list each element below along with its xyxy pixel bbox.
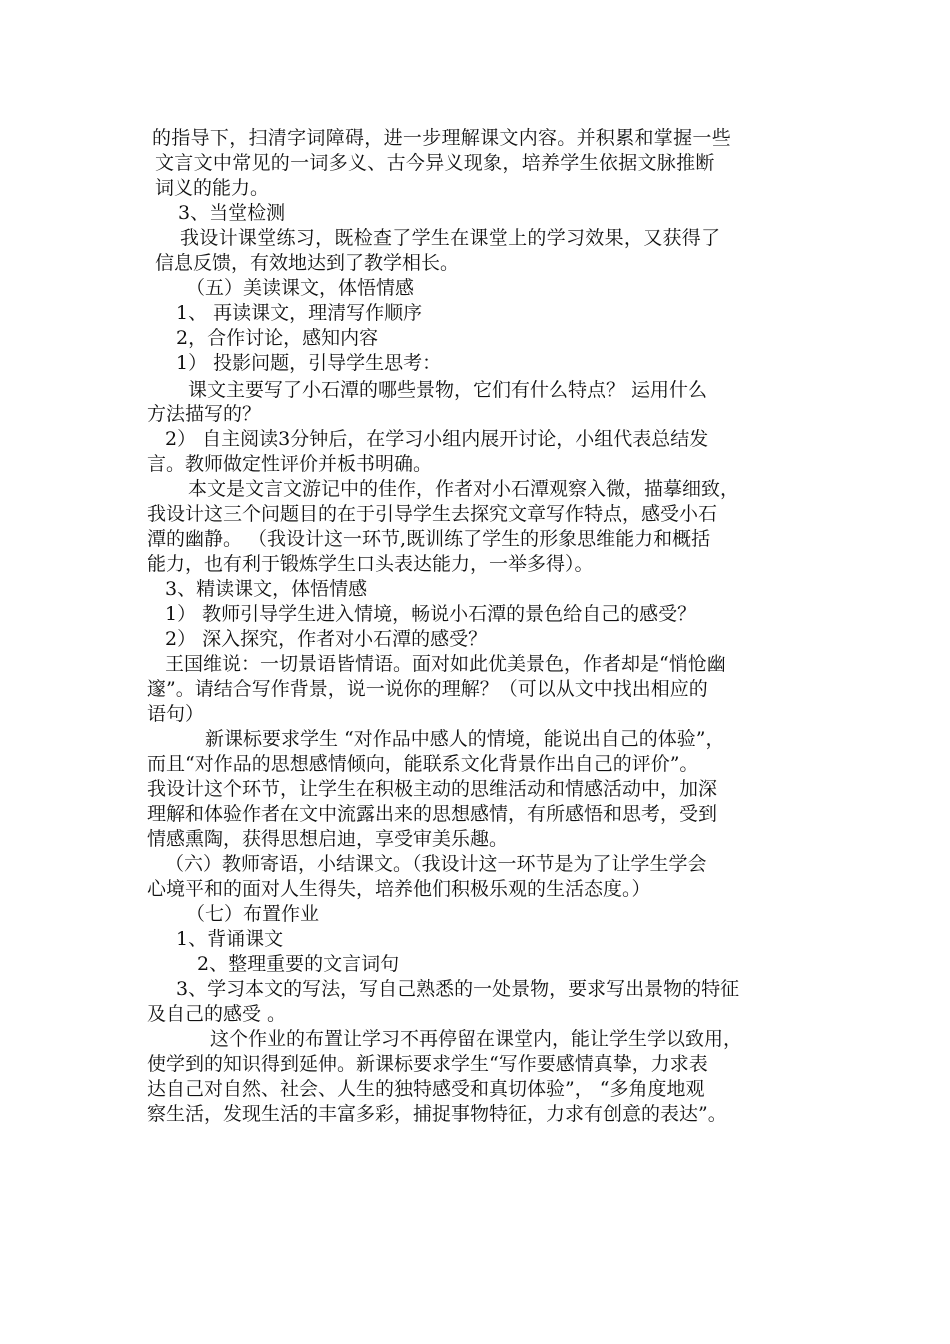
text-line: 1） 教师引导学生进入情境，畅说小石潭的景色给自己的感受？	[165, 603, 697, 625]
text-line: 及自己的感受 。	[147, 1003, 287, 1025]
text-line: 新课标要求学生 “对作品中感人的情境，能说出自己的体验”，	[205, 728, 725, 750]
text-line: 察生活，发现生活的丰富多彩，捕捉事物特征，力求有创意的表达”。	[147, 1103, 727, 1125]
text-line: 2） 深入探究，作者对小石潭的感受？	[165, 628, 488, 650]
text-line: 心境平和的面对人生得失，培养他们积极乐观的生活态度。）	[147, 878, 651, 900]
text-line: 信息反馈，有效地达到了教学相长。	[155, 252, 460, 274]
subheading: 3、当堂检测	[178, 202, 286, 224]
text-line: 我设计这个环节，让学生在积极主动的思维活动和情感活动中，加深	[147, 778, 718, 800]
text-line: 2） 自主阅读3分钟后，在学习小组内展开讨论，小组代表总结发	[165, 428, 709, 450]
text-line: 使学到的知识得到延伸。新课标要求学生“写作要感情真挚，力求表	[147, 1053, 708, 1075]
subheading: 2、整理重要的文言词句	[197, 953, 400, 975]
text-line: 邃”。请结合写作背景，说一说你的理解？（可以从文中找出相应的	[147, 678, 708, 700]
text-line: 达自己对自然、社会、人生的独特感受和真切体验”， “多角度地观	[147, 1078, 705, 1100]
text-line: 语句）	[147, 703, 205, 725]
text-line: 我设计这三个问题目的在于引导学生去探究文章写作特点，感受小石	[147, 503, 718, 525]
text-line: 3、学习本文的写法，写自己熟悉的一处景物，要求写出景物的特征	[176, 978, 740, 1000]
text-line: 情感熏陶，获得思想启迪，享受审美乐趣。	[147, 828, 509, 850]
text-line: 方法描写的？	[147, 403, 262, 425]
text-line: 潭的幽静。 （我设计这一环节,既训练了学生的形象思维能力和概括	[147, 528, 711, 550]
text-line: 我设计课堂练习，既检查了学生在课堂上的学习效果，又获得了	[180, 227, 721, 249]
text-line: 1） 投影问题，引导学生思考：	[176, 352, 442, 374]
text-line: 能力，也有利于锻炼学生口头表达能力，一举多得）。	[147, 553, 594, 575]
text-line: 理解和体验作者在文中流露出来的思想感情，有所感悟和思考，受到	[147, 803, 718, 825]
section-heading: （七）布置作业	[186, 903, 320, 925]
text-line: 本文是文言文游记中的佳作，作者对小石潭观察入微，描摹细致，	[188, 478, 740, 500]
subheading: 2，合作讨论，感知内容	[176, 327, 379, 349]
subheading: 1、 再读课文，理清写作顺序	[176, 302, 423, 324]
text-line: 文言文中常见的一词多义、古今异义现象，培养学生依据文脉推断	[155, 152, 715, 174]
subheading: 3、精读课文，体悟情感	[165, 578, 368, 600]
text-line: 这个作业的布置让学习不再停留在课堂内，能让学生学以致用，	[210, 1028, 743, 1050]
section-heading: （六）教师寄语，小结课文。（我设计这一环节是为了让学生学会	[165, 853, 707, 875]
text-line: 词义的能力。	[155, 177, 270, 199]
subheading: 1、背诵课文	[176, 928, 284, 950]
text-line: 课文主要写了小石潭的哪些景物，它们有什么特点？ 运用什么	[188, 379, 708, 401]
text-line: 的指导下，扫清字词障碍，进一步理解课文内容。并积累和掌握一些	[152, 127, 732, 149]
section-heading: （五）美读课文，体悟情感	[186, 277, 415, 299]
text-line: 而且“对作品的思想感情倾向，能联系文化背景作出自己的评价”。	[147, 753, 699, 775]
text-line: 王国维说：一切景语皆情语。面对如此优美景色，作者却是“悄怆幽	[165, 653, 726, 675]
text-line: 言。教师做定性评价并板书明确。	[147, 453, 433, 475]
